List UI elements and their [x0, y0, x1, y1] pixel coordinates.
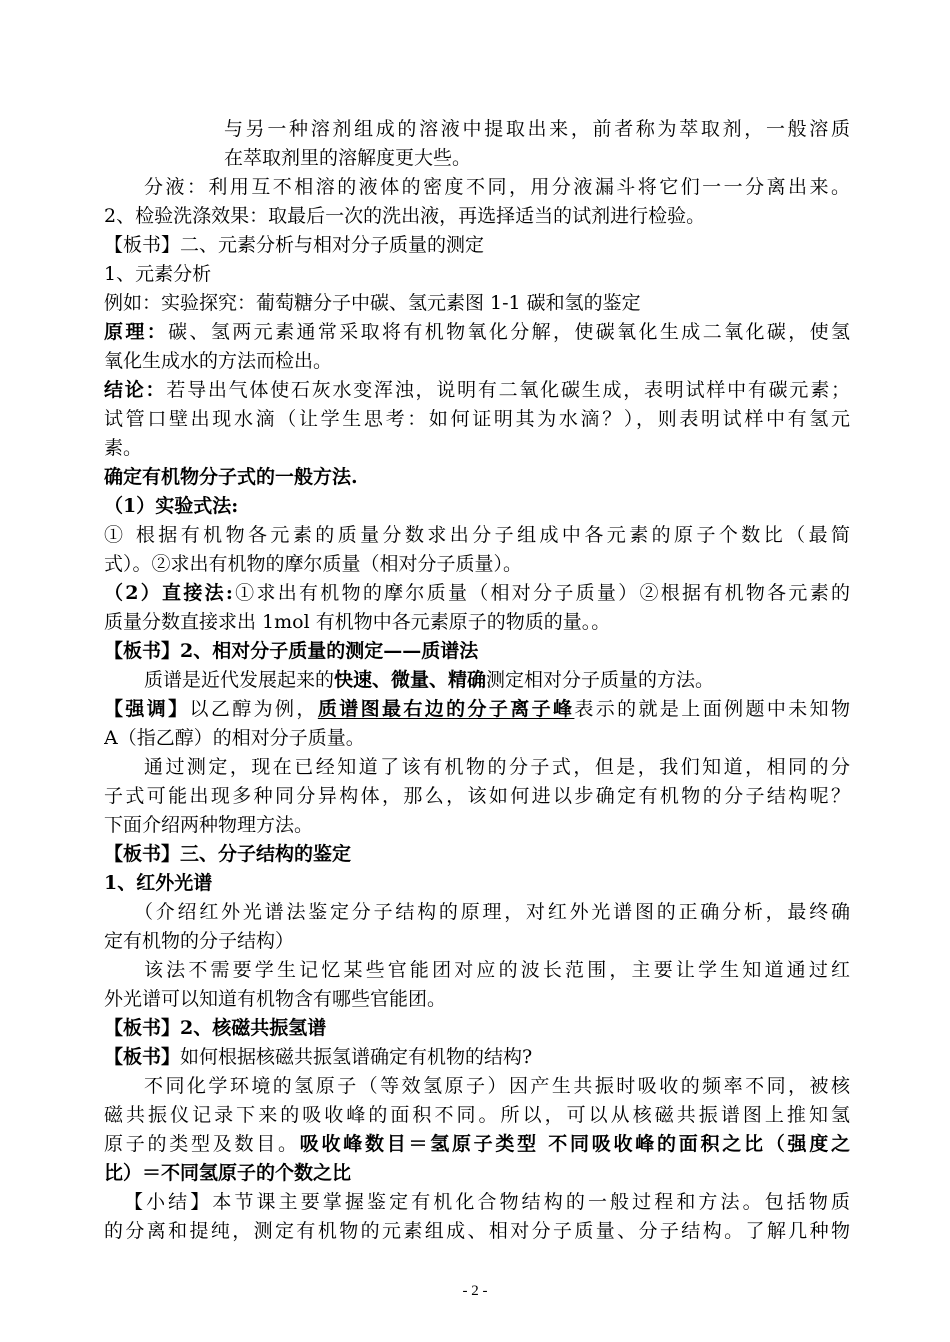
text-line: 下面介绍两种物理方法。 [104, 814, 314, 836]
heading-line: 【板书】2、相对分子质量的测定——质谱法 [104, 640, 479, 662]
heading-line: 【板书】二、元素分析与相对分子质量的测定 [104, 234, 485, 256]
summary-line: 【小结】本节课主要掌握鉴定有机化合物结构的一般过程和方法。包括物质 [124, 1191, 850, 1213]
board-label: 【板书】 [104, 1046, 181, 1068]
conclusion-label: 结论： [104, 379, 167, 401]
text-line: 素。 [104, 437, 143, 459]
mass-spec-line [144, 666, 890, 694]
text-span: 表示的就是上面例题中未知物 [574, 698, 850, 720]
text-line: 通过测定，现在已经知道了该有机物的分子式，但是，我们知道，相同的分 [144, 756, 850, 778]
text-line: 与另一种溶剂组成的溶液中提取出来，前者称为萃取剂，一般溶质 [224, 118, 850, 140]
heading-line: 【板书】2、核磁共振氢谱 [104, 1017, 327, 1039]
text-line: 外光谱可以知道有机物含有哪些官能团。 [104, 988, 447, 1010]
emphasis-line [104, 695, 850, 723]
method-text: ①求出有机物的摩尔质量（相对分子质量）②根据有机物各元素的 [232, 582, 850, 604]
text-line: 不同化学环境的氢原子（等效氢原子）因产生共振时吸收的频率不同，被核 [144, 1075, 850, 1097]
subheading-line: 1、红外光谱 [104, 872, 213, 894]
emphasis-text: 快速、微量、精确 [334, 669, 487, 691]
text-line: 式）。②求出有机物的摩尔质量（相对分子质量）。 [104, 553, 523, 575]
section-heading: 确定有机物分子式的一般方法. [104, 466, 358, 488]
conclusion-line [104, 376, 850, 404]
emphasis-label: 【强调】 [104, 698, 190, 720]
underlined-text: 质谱图最右边的分子离子峰 [317, 698, 575, 720]
text-line: 该法不需要学生记忆某些官能团对应的波长范围，主要让学生知道通过红 [144, 959, 850, 981]
text-line: 氧化生成水的方法而检出。 [104, 350, 333, 372]
direct-method-line [104, 579, 850, 607]
principle-text: 碳、氢两元素通常采取将有机物氧化分解，使碳氧化生成二氧化碳，使氢 [168, 321, 850, 343]
text-line: 定有机物的分子结构） [104, 930, 295, 952]
nmr-line [104, 1130, 850, 1158]
text-line: ① 根据有机物各元素的质量分数求出分子组成中各元素的原子个数比（最简 [104, 524, 850, 546]
heading-line: 【板书】三、分子结构的鉴定 [104, 843, 352, 865]
text-line: 2、检验洗涤效果：取最后一次的洗出液，再选择适当的试剂进行检验。 [104, 205, 706, 227]
text-line: 子式可能出现多种同分异构体，那么，该如何进以步确定有机物的分子结构呢？ [104, 785, 850, 807]
text-span: 以乙醇为例， [189, 698, 318, 720]
principle-line [104, 318, 850, 346]
text-line: 磁共振仪记录下来的吸收峰的面积不同。所以，可以从核磁共振谱图上推知氢 [104, 1104, 850, 1126]
bold-text: 吸收峰数目＝氢原子类型 不同吸收峰的面积之比（强度之 [299, 1133, 850, 1155]
text-line: 例如：实验探究：葡萄糖分子中碳、氢元素图 1-1 碳和氢的鉴定 [104, 292, 641, 314]
text-line: A（指乙醇）的相对分子质量。 [104, 727, 365, 749]
text-line: 的分离和提纯，测定有机物的元素组成、相对分子质量、分子结构。了解几种物 [104, 1220, 850, 1242]
text-span: 原子的类型及数目。 [104, 1133, 300, 1155]
conclusion-text: 若导出气体使石灰水变浑浊，说明有二氧化碳生成，表明试样中有碳元素； [166, 379, 850, 401]
text-line: 分液：利用互不相溶的液体的密度不同，用分液漏斗将它们一一分离出来。 [144, 176, 850, 198]
method-heading: （1）实验式法: [104, 495, 239, 517]
text-line: 1、元素分析 [104, 263, 212, 285]
text-span: 质谱是近代发展起来的 [144, 669, 335, 691]
text-span: 如何根据核磁共振氢谱确定有机物的结构? [180, 1046, 533, 1068]
method-label: （2）直接法: [104, 582, 233, 604]
text-line: 在萃取剂里的溶解度更大些。 [224, 147, 472, 169]
text-line: （介绍红外光谱法鉴定分子结构的原理，对红外光谱图的正确分析，最终确 [134, 901, 850, 923]
text-line: 比）＝不同氢原子的个数之比 [104, 1162, 352, 1184]
text-line: 质量分数直接求出 1mol 有机物中各元素原子的物质的量。。 [104, 611, 611, 633]
text-span: 测定相对分子质量的方法。 [486, 669, 715, 691]
board-line [104, 1043, 850, 1071]
page-number: - 2 - [462, 1283, 488, 1299]
principle-label: 原理： [104, 321, 169, 343]
text-line: 试管口壁出现水滴（让学生思考：如何证明其为水滴？），则表明试样中有氢元 [104, 408, 850, 430]
